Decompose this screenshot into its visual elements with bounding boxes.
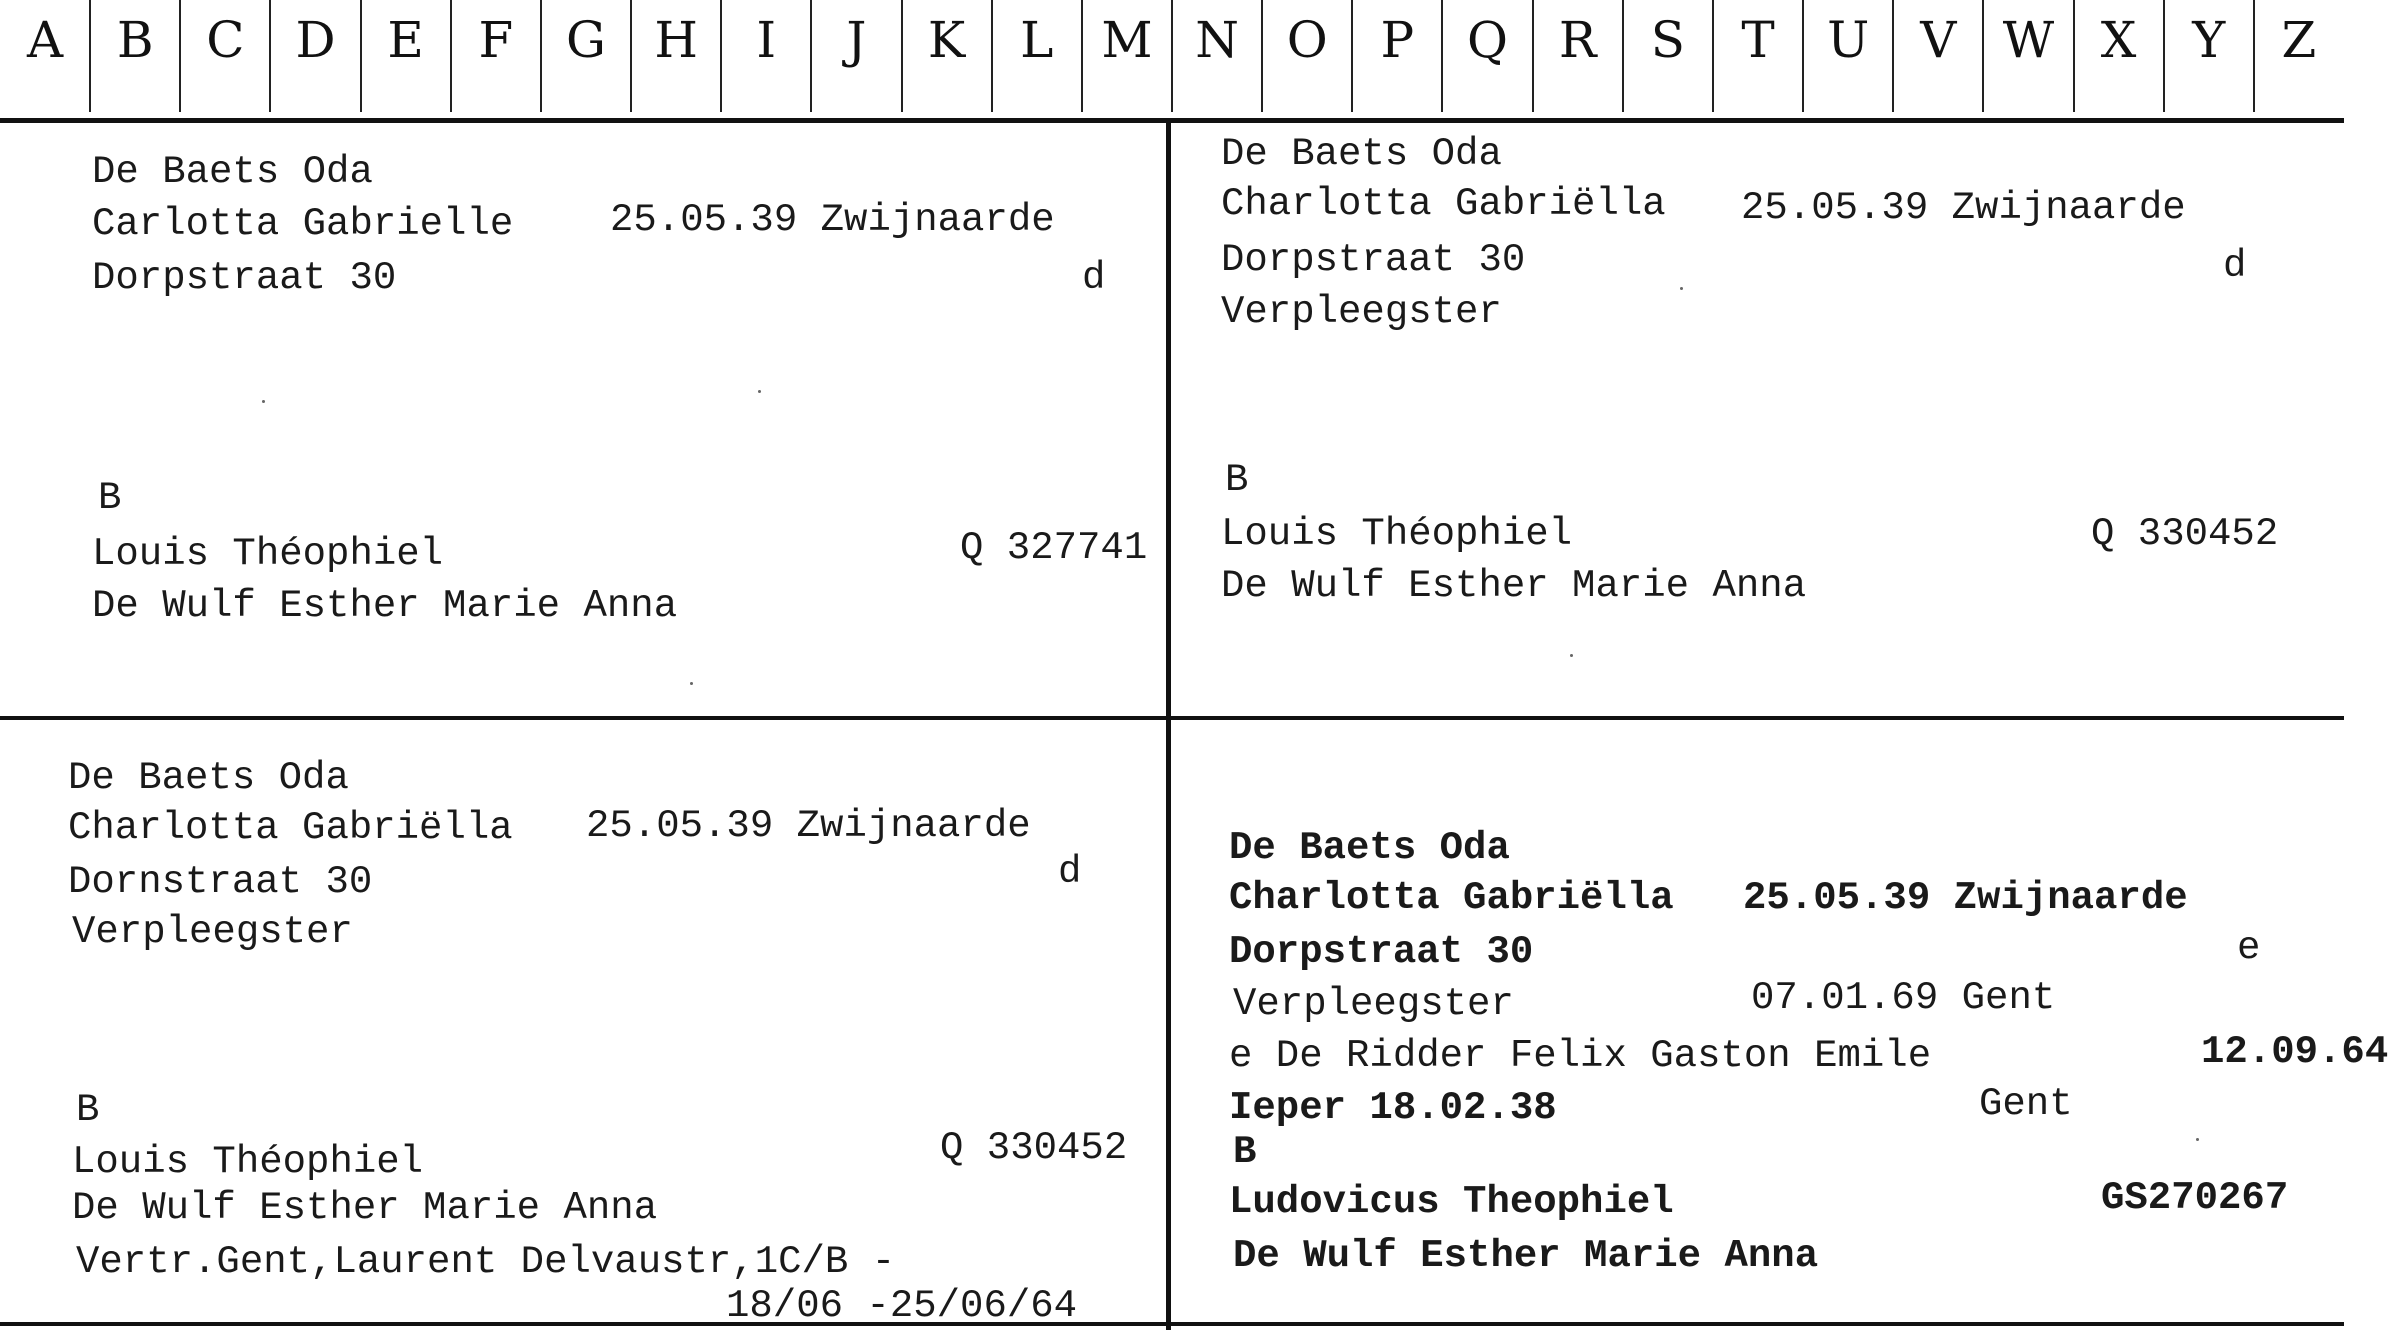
alphabet-letter-c: C <box>206 11 245 69</box>
card-marriage-date: 07.01.69 Gent <box>1751 976 2056 1020</box>
card-status: d <box>1082 256 1106 300</box>
alphabet-divider <box>630 0 632 112</box>
alphabet-divider <box>1622 0 1624 112</box>
card-note: Vertr.Gent,Laurent Delvaustr,1C/B - <box>76 1240 896 1284</box>
card-occupation: Verpleegster <box>72 910 353 954</box>
card-address: Dorpstraat 30 <box>1221 238 1526 282</box>
alphabet-letter-i: I <box>756 11 777 69</box>
card-mother: De Wulf Esther Marie Anna <box>72 1186 658 1230</box>
card-address: Dorpstraat 30 <box>92 256 397 300</box>
card-mother: De Wulf Esther Marie Anna <box>92 584 678 628</box>
alphabet-divider <box>1261 0 1263 112</box>
alphabet-divider <box>1171 0 1173 112</box>
alphabet-letter-e: E <box>387 11 424 69</box>
card-divider-bottom <box>0 1322 2344 1326</box>
alphabet-divider <box>1712 0 1714 112</box>
alphabet-divider <box>1892 0 1894 112</box>
alphabet-divider <box>540 0 542 112</box>
card-father: Louis Théophiel <box>1221 512 1573 556</box>
card-given-names: Charlotta Gabriëlla <box>1229 876 1674 920</box>
card-status: e <box>2237 926 2261 970</box>
card-father: Louis Théophiel <box>92 532 444 576</box>
card-bottom-right <box>1171 720 2388 1322</box>
alphabet-divider <box>1441 0 1443 112</box>
alphabet-letter-l: L <box>1020 11 1054 69</box>
card-mother: De Wulf Esther Marie Anna <box>1233 1234 1819 1278</box>
alphabet-letter-n: N <box>1195 11 1239 69</box>
alphabet-strip <box>0 0 2344 123</box>
card-status: d <box>1058 850 1082 894</box>
card-father: Louis Théophiel <box>72 1140 424 1184</box>
alphabet-letter-m: M <box>1101 11 1153 69</box>
alphabet-divider <box>1532 0 1534 112</box>
card-bottom-left <box>0 720 1166 1328</box>
card-mother: De Wulf Esther Marie Anna <box>1221 564 1807 608</box>
alphabet-letter-t: T <box>1741 11 1775 69</box>
alphabet-letter-h: H <box>654 11 698 69</box>
card-spouse-birth: Ieper 18.02.38 <box>1229 1086 1557 1130</box>
alphabet-divider <box>179 0 181 112</box>
alphabet-divider <box>269 0 271 112</box>
card-given-names: Charlotta Gabriëlla <box>1221 182 1666 226</box>
card-spouse-place: Gent <box>1979 1082 2073 1126</box>
alphabet-letter-g: G <box>566 11 606 69</box>
alphabet-divider <box>720 0 722 112</box>
alphabet-divider <box>901 0 903 112</box>
card-father-label: B <box>1233 1130 1257 1174</box>
alphabet-letter-o: O <box>1286 11 1328 69</box>
card-code: Q 330452 <box>940 1126 1128 1170</box>
card-occupation: Verpleegster <box>1221 290 1502 334</box>
card-code: GS270267 <box>2101 1176 2289 1220</box>
alphabet-divider <box>1351 0 1353 112</box>
alphabet-letter-z: Z <box>2281 11 2317 69</box>
alphabet-letter-u: U <box>1827 11 1870 69</box>
card-name: De Baets Oda <box>68 756 349 800</box>
alphabet-divider <box>1982 0 1984 112</box>
card-father: Ludovicus Theophiel <box>1229 1180 1674 1224</box>
alphabet-letter-k: K <box>927 11 966 69</box>
alphabet-letter-b: B <box>116 11 154 69</box>
alphabet-letter-d: D <box>295 11 336 69</box>
alphabet-letter-q: Q <box>1467 11 1509 69</box>
card-code: Q 327741 <box>960 526 1148 570</box>
card-father-label: B <box>98 476 122 520</box>
card-name: De Baets Oda <box>1221 132 1502 176</box>
scan-speck <box>1680 287 1683 290</box>
card-given-names: Carlotta Gabrielle <box>92 202 514 246</box>
card-top-left <box>0 120 1166 716</box>
card-father-label: B <box>1225 458 1249 502</box>
alphabet-divider <box>810 0 812 112</box>
scan-speck <box>262 400 265 403</box>
scan-speck <box>758 390 761 393</box>
card-given-names: Charlotta Gabriëlla <box>68 806 513 850</box>
card-birth: 25.05.39 Zwijnaarde <box>610 198 1055 242</box>
card-father-label: B <box>76 1088 100 1132</box>
scan-speck <box>1570 654 1573 657</box>
alphabet-letter-r: R <box>1558 11 1597 69</box>
alphabet-letter-s: S <box>1650 11 1685 69</box>
alphabet-divider <box>360 0 362 112</box>
card-status: d <box>2223 244 2247 288</box>
alphabet-divider <box>2163 0 2165 112</box>
alphabet-letter-p: P <box>1380 11 1415 69</box>
alphabet-letter-a: A <box>27 11 64 69</box>
alphabet-letter-j: J <box>846 11 867 69</box>
card-birth: 25.05.39 Zwijnaarde <box>1743 876 2188 920</box>
card-address: Dorpstraat 30 <box>1229 930 1534 974</box>
alphabet-letter-w: W <box>2002 11 2055 69</box>
alphabet-divider <box>991 0 993 112</box>
alphabet-divider <box>450 0 452 112</box>
alphabet-divider <box>1081 0 1083 112</box>
card-birth: 25.05.39 Zwijnaarde <box>586 804 1031 848</box>
alphabet-divider <box>1802 0 1804 112</box>
alphabet-letter-f: F <box>478 11 514 69</box>
card-birth: 25.05.39 Zwijnaarde <box>1741 186 2186 230</box>
alphabet-letter-x: X <box>2100 11 2137 69</box>
alphabet-divider <box>2253 0 2255 112</box>
card-occupation: Verpleegster <box>1233 982 1514 1026</box>
card-note-dates: 18/06 -25/06/64 <box>726 1284 1078 1328</box>
card-spouse: e De Ridder Felix Gaston Emile <box>1229 1034 1932 1078</box>
card-name: De Baets Oda <box>92 150 373 194</box>
scan-speck <box>2196 1138 2199 1141</box>
card-name: De Baets Oda <box>1229 826 1510 870</box>
card-spouse-date: 12.09.64 <box>2201 1030 2388 1074</box>
card-top-right <box>1171 120 2344 716</box>
card-code: Q 330452 <box>2091 512 2279 556</box>
alphabet-letter-v: V <box>1920 11 1957 69</box>
card-address: Dornstraat 30 <box>68 860 373 904</box>
scan-speck <box>690 682 693 685</box>
alphabet-divider <box>2073 0 2075 112</box>
alphabet-divider <box>89 0 91 112</box>
alphabet-letter-y: Y <box>2192 11 2226 69</box>
